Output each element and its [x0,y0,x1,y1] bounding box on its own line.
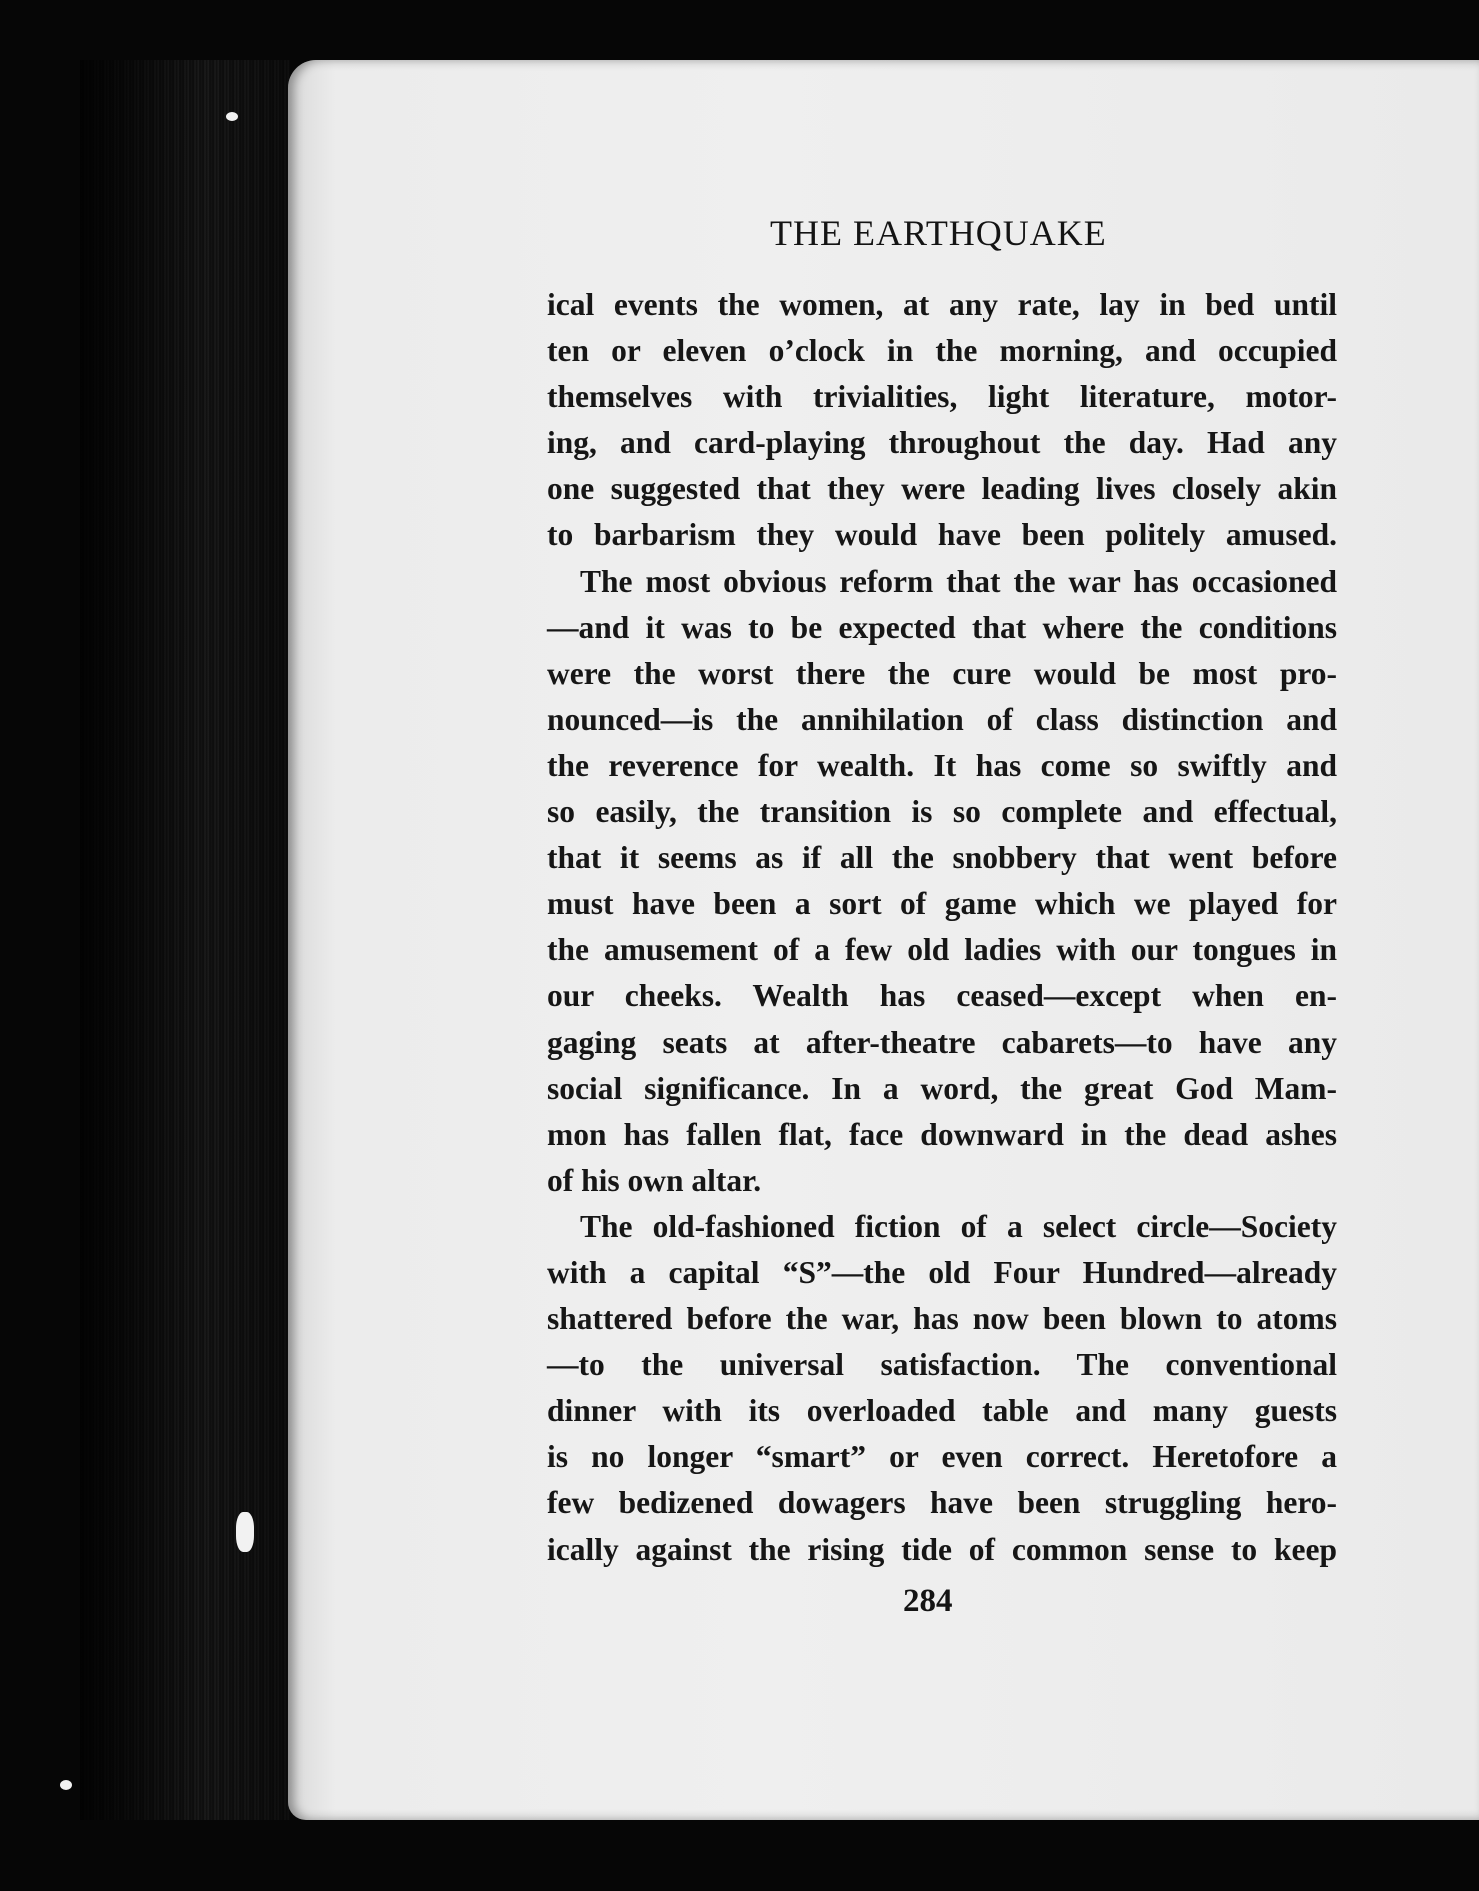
dust-speck [60,1780,72,1790]
text-line: the amusement of a few old ladies with our tongues in [547,932,1337,968]
text-line: —to the universal satisfaction. The conventional [547,1347,1337,1383]
dust-speck [226,112,238,121]
body-text [547,282,1337,1573]
text-line: ically against the rising tide of common sense to keep [547,1531,1337,1567]
text-line: mon has fallen flat, face downward in the dead ashes [547,1116,1337,1152]
text-line: ing, and card-playing throughout the day. Had any [547,425,1337,461]
text-line: that it seems as if all the snobbery that went before [547,840,1337,876]
text-line: so easily, the transition is so complete and effectual, [547,794,1337,830]
text-line: ten or eleven o’clock in the morning, and occupied [547,333,1337,369]
dust-speck [236,1512,254,1552]
text-line: with a capital “S”—the old Four Hundred—already [547,1254,1337,1290]
text-line: were the worst there the cure would be most pro- [547,655,1337,691]
text-line: must have been a sort of game which we played for [547,886,1337,922]
text-line: few bedizened dowagers have been struggling hero- [547,1485,1337,1521]
text-line: the reverence for wealth. It has come so swiftly and [547,747,1337,783]
text-line: —and it was to be expected that where the conditions [547,609,1337,645]
text-line: nounced—is the annihilation of class distinction and [547,701,1337,737]
text-line: to barbarism they would have been politely amused. [547,517,1337,553]
text-line: one suggested that they were leading lives closely akin [547,471,1337,507]
text-line: is no longer “smart” or even correct. Heretofore a [547,1439,1337,1475]
text-line: gaging seats at after-theatre cabarets—to have any [547,1024,1337,1060]
text-line: The old-fashioned fiction of a select circle—Society [580,1208,1337,1244]
text-line: of his own altar. [547,1162,762,1198]
text-line: dinner with its overloaded table and many guests [547,1393,1337,1429]
book-edge-shadow [80,60,290,1820]
text-line: shattered before the war, has now been blown to atoms [547,1301,1337,1337]
text-line: our cheeks. Wealth has ceased—except when en- [547,978,1337,1014]
page-number: 284 [903,1583,953,1619]
text-line: The most obvious reform that the war has occasioned [580,563,1337,599]
text-line: themselves with trivialities, light literature, motor- [547,379,1337,415]
text-line: ical events the women, at any rate, lay in bed until [547,287,1337,322]
text-line: social significance. In a word, the great God Mam- [547,1070,1337,1106]
running-head: THE EARTHQUAKE [770,213,1107,253]
